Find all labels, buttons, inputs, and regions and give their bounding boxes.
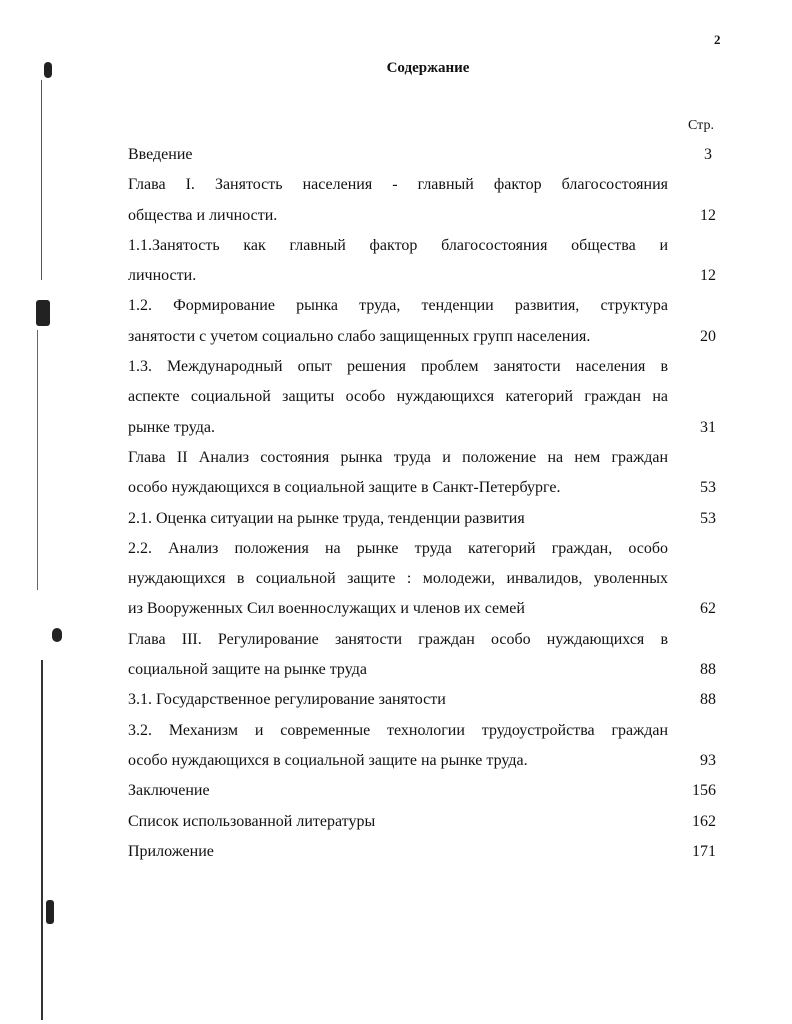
toc-line [128, 291, 718, 321]
toc-line [128, 594, 718, 624]
toc-line [128, 746, 718, 776]
toc-entry-text: из Вооруженных Сил военнослужащих и членов их семей [128, 600, 525, 618]
toc-entry-page: 156 [692, 782, 716, 800]
scan-edge-mark [46, 900, 54, 924]
toc-entry-text: Приложение [128, 842, 214, 860]
page-title: Содержание [386, 60, 470, 76]
toc-entry-page: 88 [700, 691, 716, 709]
toc-entry-page: 20 [700, 327, 716, 345]
toc-entry-text: Глава II Анализ состояния рынка труда и положение на нем граждан [128, 448, 668, 466]
toc-entry-page: 62 [700, 600, 716, 618]
toc-line [128, 837, 718, 867]
toc-entry-text: нуждающихся в социальной защите : молодежи, инвалидов, уволенных [128, 570, 668, 588]
toc-line [128, 473, 718, 503]
toc-line [128, 231, 718, 261]
toc-line [128, 352, 718, 382]
toc-entry-text: Введение [128, 146, 193, 163]
toc-line [128, 170, 718, 200]
toc-entry-text: особо нуждающихся в социальной защите на рынке труда. [128, 751, 528, 769]
toc-line [128, 201, 718, 231]
toc-entry-text: 3.2. Механизм и современные технологии трудоустройства граждан [128, 721, 668, 739]
table-of-contents [128, 140, 718, 867]
toc-entry-text: личности. [128, 267, 197, 285]
toc-entry-text: 2.1. Оценка ситуации на рынке труда, тенденции развития [128, 509, 525, 527]
toc-entry-text: 1.1.Занятость как главный фактор благосостояния общества и [128, 236, 668, 254]
toc-entry-page: 93 [700, 751, 716, 769]
toc-entry-text: 2.2. Анализ положения на рынке труда категорий граждан, особо [128, 539, 668, 557]
toc-entry-text: 3.1. Государственное регулирование занятости [128, 691, 446, 709]
toc-line [128, 564, 718, 594]
toc-entry-page: 53 [700, 509, 716, 527]
toc-line [128, 807, 718, 837]
toc-entry-text: Заключение [128, 782, 210, 800]
toc-line [128, 685, 718, 715]
toc-entry-text: аспекте социальной защиты особо нуждающихся категорий граждан на [128, 388, 668, 406]
toc-entry-text: особо нуждающихся в социальной защите в Санкт-Петербурге. [128, 479, 561, 497]
toc-line [128, 322, 718, 352]
toc-entry-page: 12 [700, 267, 716, 285]
toc-line [128, 776, 718, 806]
toc-entry-text: Глава III. Регулирование занятости граждан особо нуждающихся в [128, 630, 668, 648]
toc-entry-page: 31 [700, 418, 716, 436]
toc-line [128, 413, 718, 443]
toc-entry-text: 1.3. Международный опыт решения проблем занятости населения в [128, 358, 668, 376]
toc-line [128, 504, 718, 534]
toc-entry-page: 53 [700, 479, 716, 497]
toc-entry-page: 12 [700, 206, 716, 224]
toc-line [128, 716, 718, 746]
page-number: 2 [714, 32, 721, 47]
toc-entry-page: 171 [692, 842, 716, 860]
scan-edge-line [37, 330, 38, 590]
scan-edge-mark [36, 300, 50, 326]
toc-entry-text: Глава I. Занятость населения - главный фактор благосостояния [128, 176, 668, 194]
toc-line [128, 382, 718, 412]
toc-entry-text: рынке труда. [128, 418, 215, 436]
scan-edge-line [41, 660, 43, 1020]
toc-entry-page: 3 [704, 146, 712, 163]
scan-edge-line [41, 80, 42, 280]
toc-entry-text: занятости с учетом социально слабо защищенных групп населения. [128, 327, 591, 345]
scan-edge-mark [52, 628, 62, 642]
toc-entry-text: 1.2. Формирование рынка труда, тенденции развития, структура [128, 297, 668, 315]
toc-line [128, 443, 718, 473]
toc-line [128, 534, 718, 564]
toc-entry-text: социальной защите на рынке труда [128, 661, 367, 679]
toc-entry-page: 162 [692, 812, 716, 830]
toc-entry-text: общества и личности. [128, 206, 278, 224]
toc-line [128, 655, 718, 685]
toc-line [128, 625, 718, 655]
toc-entry-text: Список использованной литературы [128, 812, 376, 830]
toc-entry-page: 88 [700, 661, 716, 679]
toc-line [128, 140, 718, 170]
toc-line [128, 261, 718, 291]
page-column-header: Стр. [688, 118, 714, 133]
